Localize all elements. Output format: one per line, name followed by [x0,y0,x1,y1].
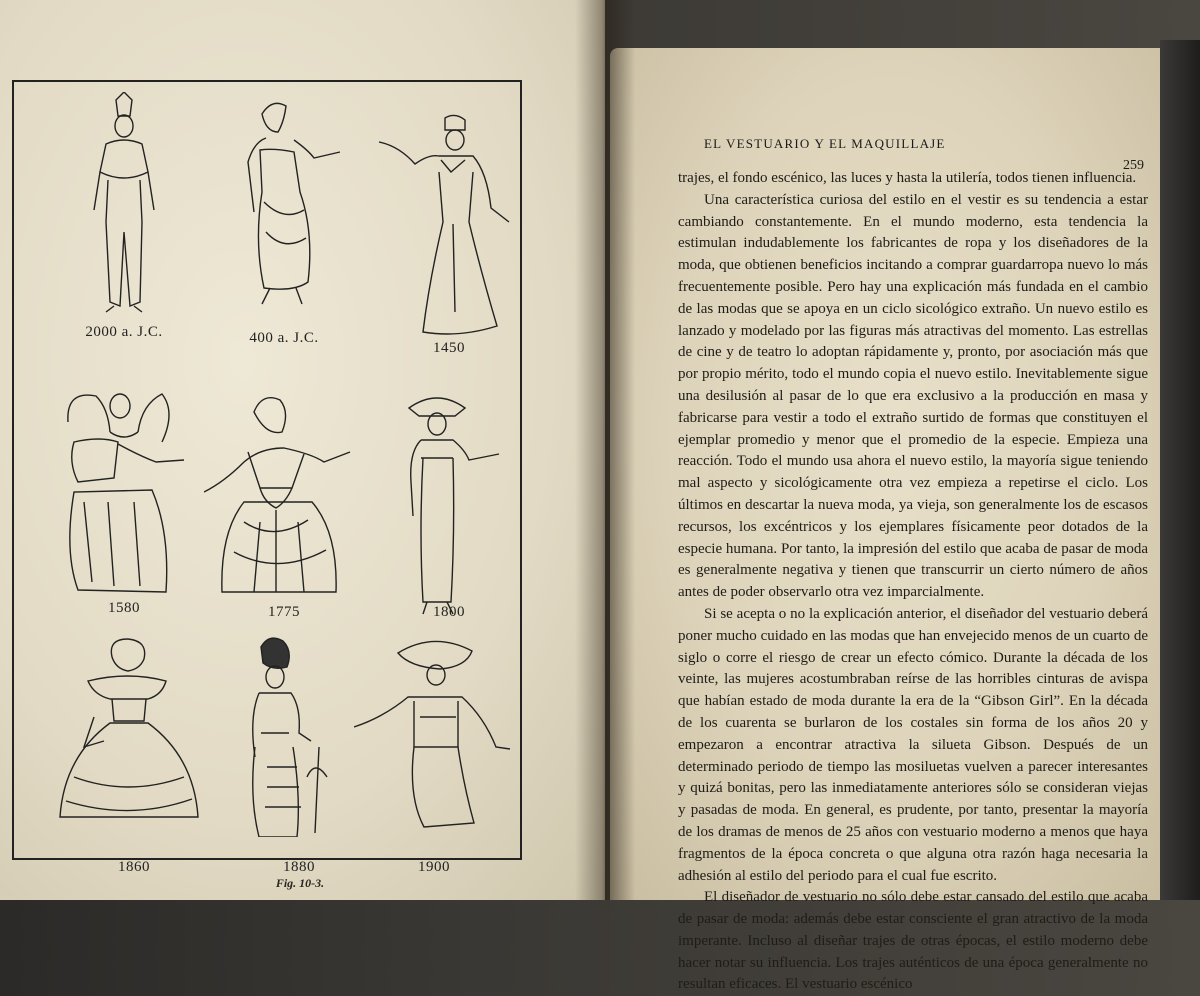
page-number: 259 [1123,158,1144,173]
figure-1860-drawing [54,637,214,837]
figure-1580-drawing [44,382,204,612]
figure-1775-drawing [204,392,364,622]
figure-caption: 1580 [108,600,140,616]
figure-caption: 1880 [283,859,315,875]
body-text [678,168,1148,996]
costume-figure-2000bc [44,92,204,342]
costume-figure-1450 [369,112,529,362]
costume-plate [12,80,522,875]
figure-caption: 1775 [268,604,300,620]
costume-figure-1775 [204,392,364,642]
figure-caption: 1450 [433,340,465,356]
costume-figure-1800 [369,392,529,642]
costume-figure-1580 [44,382,204,632]
figure-caption: 1900 [418,859,450,875]
figure-400bc-drawing [204,92,364,322]
paragraph: Una característica curiosa del estilo en el vestir es su tendencia a estar cambiando constantemente. En el mundo moderno, esta tendencia la estimulan indudablemente los fabricantes de ropa y los diseñadores de la moda, que obtienen beneficios incitando a comprar guardarropa nuevo lo más frecuentemente posible. Pero hay una explicación más fundada en el cambio de las modas que se apoya en un ciclo sicológico extraño. Un nuevo estilo es lanzado y modelado por las figuras más atractivas del momento. Las estrellas de cine y de teatro lo adoptan rápidamente y, pronto, por asociación más que por propio mérito, todo el mundo copia el nuevo estilo. Inevitablemente sigue una desilusión al pasar de lo que era exclusivo a la producción en masa y fabricarse para vestir a todo el extraño surtido de formas que constituyen el ejemplar promedio y menor que el promedio de la especie. Empieza una reacción. Todo el mundo usa ahora el nuevo estilo, la mayoría sigue teniendo mal aspecto y sicológicamente otra vez empieza a repetirse el ciclo. Los últimos en descartar la nueva moda, ya vieja, son generalmente los de escasos recursos, los excéntricos y los ejemplares físicamente peor dotados de la especie humana. Por tanto, la impresión del estilo que acaba de pasar de moda es generalmente negativa y tienen que transcurrir un cierto número de años antes de poder observarlo otra vez imparcialmente. [678,191,1148,601]
figure-caption: 400 a. J.C. [249,330,319,346]
figure-1800-drawing [369,392,529,622]
book-gutter [575,0,635,900]
costume-figure-1860 [54,637,214,887]
book-cover-edge [1160,40,1200,900]
figure-2000bc-drawing [44,92,204,322]
figure-caption: 1860 [118,859,150,875]
paragraph: trajes, el fondo escénico, las luces y hasta la utilería, todos tienen influencia. [678,170,1137,186]
figure-caption: 2000 a. J.C. [85,324,163,340]
paragraph: El diseñador de vestuario no sólo debe estar cansado del estilo que acaba de pasar de moda: además debe estar consciente el gran atractivo de la moda imperante. Incluso al diseñar trajes de otras épocas, el estilo moderno debe hacer notar su influencia. Los trajes auténticos de una época generalmente no resultan eficaces. El vestuario escénico [678,889,1148,993]
running-head: EL VESTUARIO Y EL MAQUILLAJE [704,136,946,151]
costume-figure-1900 [354,637,514,887]
paragraph: Si se acepta o no la explicación anterior, el diseñador del vestuario deberá poner mucho cuidado en las modas que han envejecido menos de un cuarto de siglo o corre el riesgo de crear un efecto cómico. Durante la década de los veinte, las mujeres acostumbraban reírse de las horribles cinturas de avispa que habían estado de moda durante la era de la “Gibson Girl”. En la década de los cuarenta se burlaron de los costales sin forma de los años 20 y empezaron a encontrar atractiva la silueta Gibson. Después de un determinado periodo de tiempo las mosiluetas vuelven a parecer interesantes y quizá bonitas, pero las inmediatamente anteriores sólo se consideran viejas y pasadas de moda. En general, es prudente, por tanto, presentar la mayoría de los dramas de menos de 25 años con vestuario moderno a menos que haya fragmentos de la época concreta o que alguna otra razón haga necesaria la adhesión al estilo del periodo para el cual fue escrito. [678,605,1148,884]
figure-1450-drawing [369,112,529,342]
costume-figure-400bc [204,92,364,346]
figure-caption: 1800 [433,604,465,620]
figure-label: Fig. 10-3. [275,876,325,890]
left-page [0,0,605,900]
right-page [610,48,1170,993]
figure-1880-drawing [219,637,359,837]
figure-1900-drawing [354,637,524,837]
